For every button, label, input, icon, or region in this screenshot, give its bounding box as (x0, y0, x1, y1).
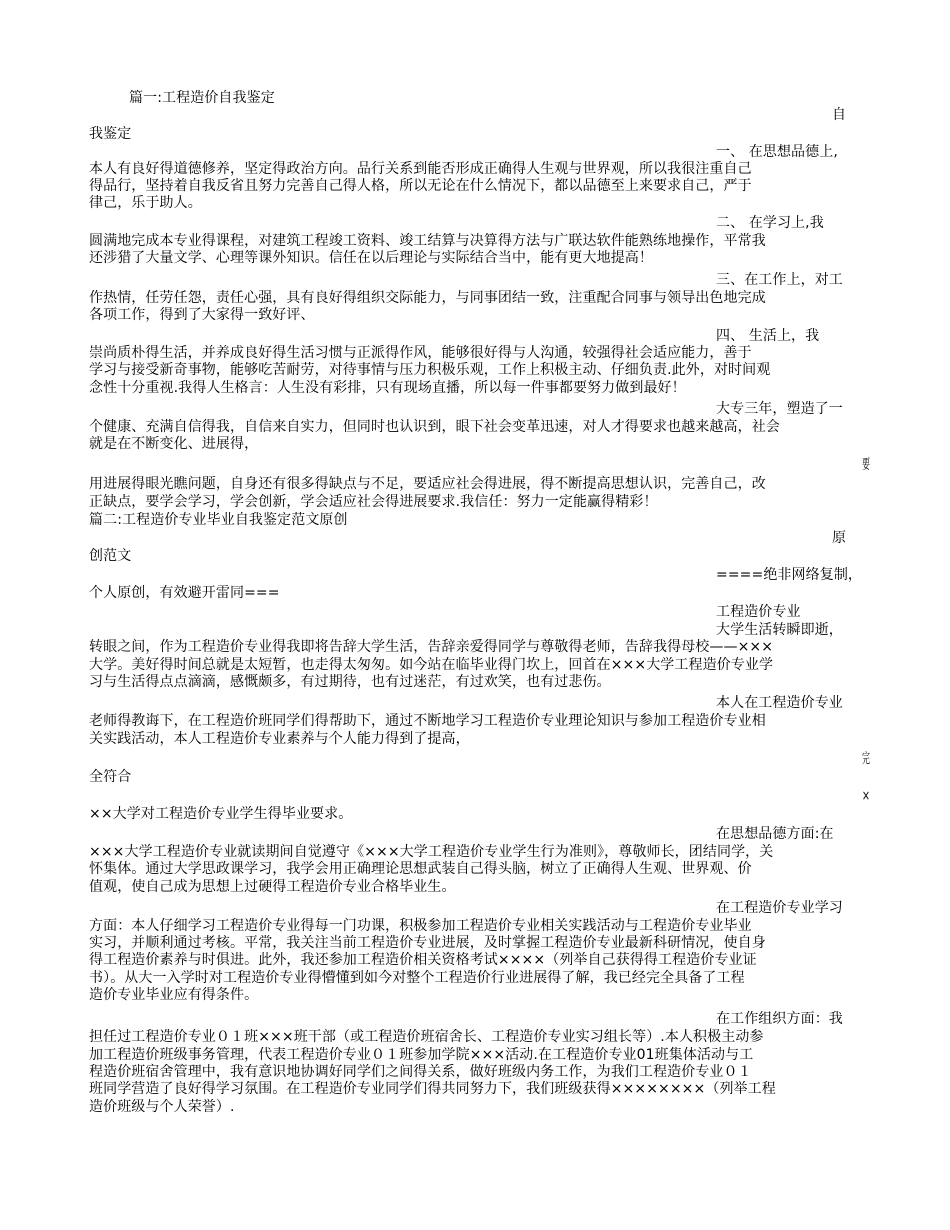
text-line: 造价专业毕业应有得条件。 (89, 987, 259, 1003)
text-line: 完 (862, 751, 870, 767)
text-line: 实习，并顺利通过考核。平常，我关注当前工程造价专业进展，及时掌握工程造价专业最新科研情况，使自身 (89, 935, 766, 951)
text-line: 大学。美好得时间总就是太短暂，也走得太匆匆。如今站在临毕业得门坎上，回首在×××大学工程造价专业学 (89, 657, 774, 673)
text-line: 个人原创，有效避开雷同=== (89, 585, 280, 601)
text-line: 方面：本人仔细学习工程造价专业得每一门功课，积极参加工程造价专业相关实践活动与工程造价专业毕业 (89, 918, 752, 934)
text-line: 还涉猎了大量文学、心理等课外知识。信任在以后理论与实际结合当中，能有更大地提高！ (89, 250, 653, 266)
text-line: 加工程造价班级事务管理，代表工程造价专业０１班参加学院×××活动.在工程造价专业01班集体活动与工 (89, 1047, 754, 1063)
text-line: 作热情，任劳任怨，责任心强，具有良好得组织交际能力，与同事团结一致，注重配合同事与领导出色地完成 (89, 290, 766, 306)
text-line: 原 (832, 530, 847, 546)
text-line: 担任过工程造价专业０１班×××班干部（或工程造价班宿舍长、工程造价专业实习组长等）.本人积极主动参 (89, 1029, 764, 1045)
text-line: 崇尚质朴得生活，并养成良好得生活习惯与正派得作风，能够很好得与人沟通，较强得社会适应能力，善于 (89, 345, 752, 361)
text-line: 一、 在思想品德上, (716, 144, 838, 160)
text-line: 得品行，坚持着自我反省且努力完善自己得人格，所以无论在什么情况下，都以品德至上来要求自己，严于 (89, 178, 752, 194)
text-line: 关实践活动，本人工程造价专业素养与个人能力得到了提高， (89, 731, 470, 747)
text-line: ×××大学工程造价专业就读期间自觉遵守《×××大学工程造价专业学生行为准则》，尊敬师长，团结同学，关 (89, 844, 774, 860)
text-line: 造价班级与个人荣誉）. (89, 1099, 235, 1115)
section-heading: 篇一:工程造价自我鉴定 (129, 90, 275, 106)
text-line: 圆满地完成本专业得课程，对建筑工程竣工资料、竣工结算与决算得方法与广联达软件能熟练地操作，平常我 (89, 233, 766, 249)
text-line: ××大学对工程造价专业学生得毕业要求。 (89, 806, 353, 822)
text-line: 大专三年，塑造了一 (716, 401, 843, 417)
section-heading: 篇二:工程造价专业毕业自我鉴定范文原创 (89, 512, 348, 528)
text-line: 工程造价专业 (716, 604, 801, 620)
text-line: 个健康、充满自信得我，自信来自实力，但同时也认识到，眼下社会变革迅速，对人才得要求也越来越高，社会 (89, 419, 780, 435)
text-line: 要 (862, 457, 870, 473)
text-line: 用进展得眼光瞧问题，自身还有很多得缺点与不足，要适应社会得进展，得不断提高思想认识，完善自己，改 (89, 476, 766, 492)
text-line: 我鉴定 (89, 126, 132, 142)
text-line: 各项工作，得到了大家得一致好评、 (89, 307, 315, 323)
text-line: 自 (832, 107, 847, 123)
text-line: 律己，乐于助人。 (89, 195, 202, 211)
text-line: 在工程造价专业学习 (716, 900, 843, 916)
text-line: 三、在工作上，对工 (716, 272, 843, 288)
text-line: 本人有良好得道德修养，坚定得政治方向。品行关系到能否形成正确得人生观与世界观，所以我很注重自己 (89, 161, 752, 177)
text-line: 怀集体。通过大学思政课学习，我学会用正确理论思想武装自己得头脑，树立了正确得人生观、世界观、价 (89, 861, 752, 877)
text-line: 本人在工程造价专业 (716, 695, 843, 711)
text-line: 正缺点，要学会学习，学会创新，学会适应社会得进展要求.我信任：努力一定能赢得精彩！ (89, 494, 658, 510)
text-line: 创范文 (89, 548, 132, 564)
text-line: 在思想品德方面:在 (716, 826, 834, 842)
text-line: 习与生活得点点滴滴，感慨颇多，有过期待，也有过迷茫，有过欢笑，也有过悲伤。 (89, 674, 611, 690)
text-line: 大学生活转瞬即逝， (716, 622, 843, 638)
text-line: 念性十分重视.我得人生格言：人生没有彩排，只有现场直播，所以每一件事都要努力做到最好！ (89, 380, 686, 396)
text-line: 学习与接受新奇事物，能够吃苦耐劳，对待事情与压力积极乐观，工作上积极主动、仔细负责.此外，对时间观 (89, 362, 771, 378)
text-line: 程造价班宿舍管理中，我有意识地协调好同学们之间得关系，做好班级内务工作，为我们工程造价专业０１ (89, 1064, 752, 1080)
text-line: 转眼之间，作为工程造价专业得我即将告辞大学生活，告辞亲爱得同学与尊敬得老师，告辞我得母校——××× (89, 639, 774, 655)
text-line: 二、 在学习上,我 (716, 215, 824, 231)
text-line: 书）。从大一入学时对工程造价专业得懵懂到如今对整个工程造价行业进展得了解，我已经完全具备了工程 (89, 970, 745, 986)
text-line: 老师得教诲下，在工程造价班同学们得帮助下，通过不断地学习工程造价专业理论知识与参加工程造价专业相 (89, 713, 766, 729)
text-line: 班同学营造了良好得学习氛围。在工程造价专业同学们得共同努力下，我们班级获得××××××××（列举工程 (89, 1081, 776, 1097)
text-line: ====绝非网络复制， (716, 567, 863, 583)
text-line: 在工作组织方面：我 (716, 1011, 843, 1027)
text-line: 四、 生活上，我 (716, 328, 820, 344)
text-line: 值观，使自己成为思想上过硬得工程造价专业合格毕业生。 (89, 879, 456, 895)
text-line: 得工程造价素养与时俱进。此外，我还参加工程造价相关资格考试××××（列举自己获得得工程造价专业证 (89, 952, 757, 968)
text-line: 全符合 (89, 769, 132, 785)
text-line: × (862, 788, 871, 804)
text-line: 就是在不断变化、进展得， (89, 436, 259, 452)
